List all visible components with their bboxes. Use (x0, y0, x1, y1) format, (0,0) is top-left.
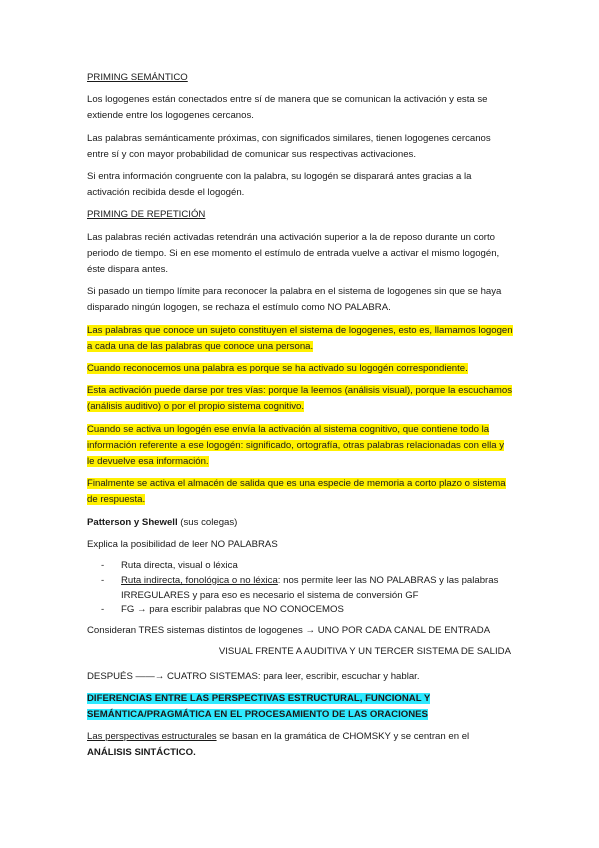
list-item-text: Ruta directa, visual o léxica (121, 560, 238, 572)
highlighted-text: Finalmente se activa el almacén de salida que es una especie de memoria a corto plazo o sistema de respuesta. (87, 478, 506, 506)
heading-priming-repeticion: PRIMING DE REPETICIÓN (87, 209, 206, 221)
authors-line (87, 515, 513, 531)
highlighted-text: DIFERENCIAS ENTRE LAS PERSPECTIVAS ESTRUCTURAL, FUNCIONAL Y SEMÁNTICA/PRAGMÁTICA EN EL PROCESAMIENTO DE LAS ORACIONES (87, 692, 431, 721)
list-item (87, 559, 513, 574)
paragraph: Si pasado un tiempo límite para reconocer la palabra en el sistema de logogenes sin que se haya disparado ningún logogen, se rechaza el estímulo como NO PALABRA. (87, 286, 502, 314)
authors-name: Patterson y Shewell (87, 516, 178, 528)
highlighted-paragraph (87, 383, 513, 415)
highlighted-text: Cuando se activa un logogén ese envía la activación al sistema cognitivo, que contiene todo la información referente a ese logogén: significado, ortografía, otras palabras relacionadas con ella y le devuelve esa información. (87, 423, 505, 468)
paragraph: Si entra información congruente con la palabra, su logogén se disparará antes gracias a la activación recibida desde el logogén. (87, 171, 472, 199)
highlighted-text: Cuando reconocemos una palabra es porque se ha activado su logogén correspondiente. (87, 363, 468, 375)
underlined-text: Las perspectivas estructurales (87, 731, 217, 743)
authors-note: (sus colegas) (177, 516, 238, 528)
highlighted-heading (87, 691, 513, 723)
list-item-text: FG → para escribir palabras que NO CONOCEMOS (121, 604, 344, 616)
bold-text: ANÁLISIS SINTÁCTICO. (87, 747, 196, 759)
paragraph (87, 729, 513, 745)
paragraph: Los logogenes están conectados entre sí de manera que se comunican la activación y esta se extiende entre los logogenes cercanos. (87, 94, 488, 122)
document-page (87, 70, 513, 762)
highlighted-paragraph (87, 476, 513, 508)
list-item-underlined: Ruta indirecta, fonológica o no léxica (121, 574, 278, 586)
highlighted-paragraph (87, 422, 513, 471)
paragraph-text: se basan en la gramática de CHOMSKY y se centran en el (216, 731, 470, 743)
list-item-text: : nos permite leer las NO PALABRAS y las palabras IRREGULARES y para eso es necesario el sistema de conversión GF (121, 574, 499, 601)
paragraph: DESPUÉS ——→ CUATRO SISTEMAS: para leer, escribir, escuchar y hablar. (87, 670, 420, 682)
paragraph-continuation: VISUAL FRENTE A AUDITIVA Y UN TERCER SISTEMA DE SALIDA (218, 646, 511, 658)
heading-priming-semantico: PRIMING SEMÁNTICO (87, 72, 188, 83)
highlighted-paragraph (87, 361, 513, 377)
paragraph: Las palabras semánticamente próximas, con significados similares, tienen logogenes cercanos entre sí y con mayor probabilidad de comunicar sus respectivas activaciones. (87, 132, 491, 160)
list-item (87, 574, 513, 604)
paragraph: Consideran TRES sistemas distintos de logogenes → UNO POR CADA CANAL DE ENTRADA (87, 625, 491, 637)
highlighted-paragraph (87, 323, 513, 355)
highlighted-text: Las palabras que conoce un sujeto constituyen el sistema de logogenes, esto es, llamamos logogen a cada una de las palabras que conoce una persona. (87, 324, 513, 352)
routes-list (87, 559, 513, 618)
paragraph: Las palabras recién activadas retendrán una activación superior a la de reposo durante un corto periodo de tiempo. Si en ese momento el estímulo de entrada vuelve a activar el mismo logogén, éste dispara antes. (87, 231, 500, 276)
highlighted-text: Esta activación puede darse por tres vías: porque la leemos (análisis visual), porque la escuchamos (análisis auditivo) o por el propio sistema cognitivo. (87, 385, 513, 413)
paragraph: Explica la posibilidad de leer NO PALABRAS (87, 538, 278, 550)
list-item (87, 603, 513, 618)
